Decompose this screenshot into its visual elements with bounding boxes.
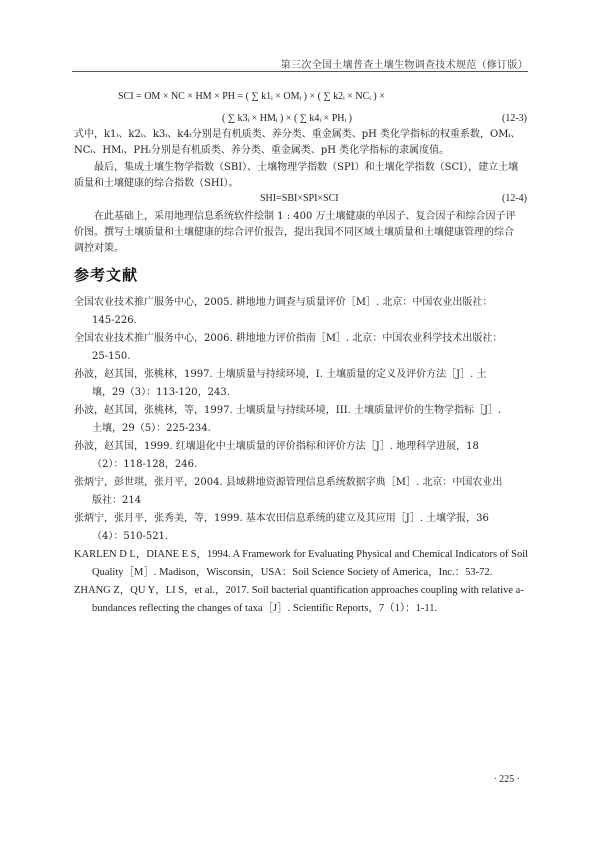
reference-line: 张炳宁，张月平，张秀美，等，1999. 基本农田信息系统的建立及其应用［J］. 土壤学报，36 (74, 513, 489, 524)
reference-line: 壤，29（3）：113-120，243. (92, 387, 230, 398)
reference-line: 张炳宁，彭世琪，张月平，2004. 县域耕地资源管理信息系统数据字典［M］. 北京：中国农业出 (74, 477, 503, 488)
reference-entry (74, 366, 528, 402)
reference-line: 25-150. (92, 351, 131, 362)
reference-line: Quality［M］. Madison，Wisconsin，USA：Soil Science Society of America，Inc.：53-72. (92, 567, 493, 578)
reference-line: 版社：214 (92, 495, 142, 506)
paragraph-where-line1: 式中，k1ᵢ、k2ᵢ、k3ᵢ、k4ᵢ分别是有机质类、养分类、重金属类、pH 类化学指标的权重系数，OMᵢ、 (74, 129, 521, 140)
references-list (74, 294, 528, 618)
reference-line: 孙波，赵其国，1999. 红壤退化中土壤质量的评价指标和评价方法［J］. 地理科学进展，18 (74, 441, 479, 452)
paragraph-final-line1: 最后，集成土壤生物学指数（SBI）、土壤物理学指数（SPI）和土壤化学指数（SCI），建立土壤 (94, 162, 519, 173)
reference-line: 孙波，赵其国，张桃林，等，1997. 土壤质量与持续环境，III. 土壤质量评价的生物学指标［J］. (74, 405, 502, 416)
reference-entry (74, 546, 528, 582)
reference-line: bundances reflecting the changes of taxa［J］. Scientific Reports，7（1）：1-11. (92, 603, 438, 614)
equation-12-3-line1: SCI = OM × NC × HM × PH = ( ∑ k1ᵢ × OMᵢ ) × ( ∑ k2ᵢ × NCᵢ ) × (118, 91, 385, 102)
reference-line: 145-226. (92, 315, 137, 326)
equation-12-4-number: (12-4) (502, 193, 527, 204)
paragraph-where-line2: NCᵢ、HMᵢ、PHᵢ分别是有机质类、养分类、重金属类、pH 类化学指标的隶属度值。 (74, 145, 450, 156)
paragraph-final-line2: 质量和土壤健康的综合指数（SHI）。 (74, 178, 239, 189)
reference-line: 全国农业技术推广服务中心，2005. 耕地地力调查与质量评价［M］. 北京：中国农业出版社： (74, 297, 493, 308)
equation-12-4: SHI=SBI×SPI×SCI (260, 193, 339, 204)
paragraph-basis-line2: 价图。撰写土壤质量和土壤健康的综合评价报告，提出我国不同区域土壤质量和土壤健康管理的综合 (74, 227, 514, 238)
reference-line: 孙波，赵其国，张桃林，1997. 土壤质量与持续环境，I. 土壤质量的定义及评价方法［J］. 土 (74, 369, 487, 380)
header-rule (72, 71, 528, 72)
page-number: · 225 · (493, 774, 520, 785)
reference-line: （4）：510-521. (92, 531, 169, 542)
equation-12-3-number: (12-3) (502, 113, 527, 124)
reference-entry (74, 510, 528, 546)
reference-line: KARLEN D L，DIANE E S，1994. A Framework for Evaluating Physical and Chemical Indicators of Soil (74, 549, 529, 560)
reference-line: （2）：118-128，246. (92, 459, 198, 470)
reference-line: ZHANG Z，QU Y，LI S，et al.，2017. Soil bacterial quantification approaches coupling with relative a- (74, 585, 524, 596)
equation-12-3-line2: ( ∑ k3ᵢ × HMᵢ ) × ( ∑ k4ᵢ × PHᵢ ) (222, 113, 352, 124)
reference-entry (74, 582, 528, 618)
reference-entry (74, 402, 528, 438)
paragraph-basis-line3: 调控对策。 (74, 243, 124, 254)
reference-entry (74, 438, 528, 474)
reference-entry (74, 474, 528, 510)
paragraph-basis-line1: 在此基础上，采用地理信息系统软件绘制 1 : 400 万土壤健康的单因子、复合因子和综合因子评 (94, 211, 516, 222)
reference-entry (74, 330, 528, 366)
running-header: 第三次全国土壤普查土壤生物调查技术规范（修订版） (280, 60, 528, 71)
reference-line: 全国农业技术推广服务中心，2006. 耕地地力评价指南［M］. 北京：中国农业科学技术出版社： (74, 333, 503, 344)
references-heading: 参考文献 (74, 266, 139, 284)
reference-entry (74, 294, 528, 330)
reference-line: 土壤，29（5）：225-234. (92, 423, 211, 434)
